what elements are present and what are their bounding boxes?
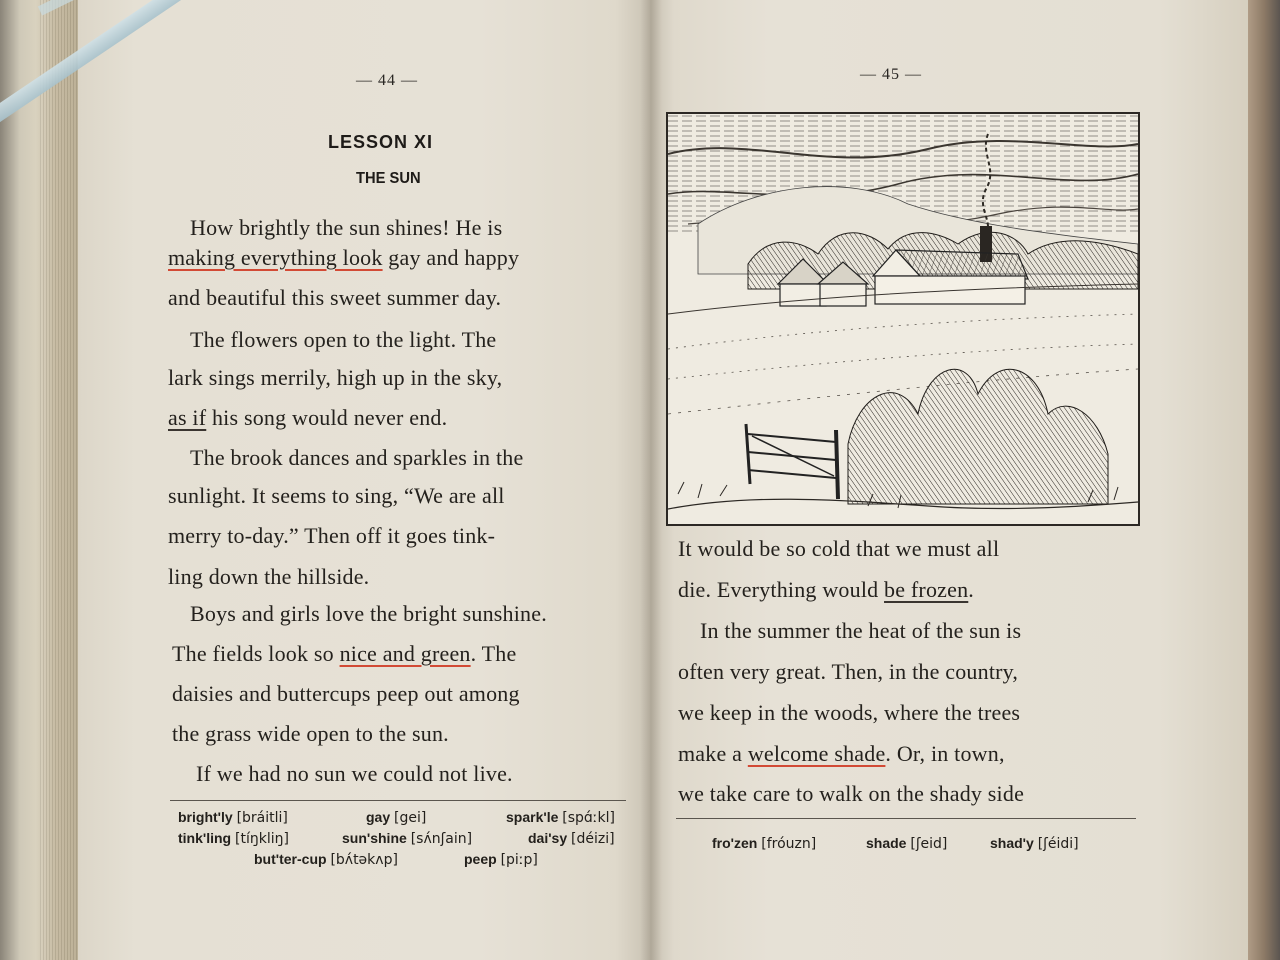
glossary-entry: peep [piːp]	[464, 851, 538, 868]
lesson-subtitle: THE SUN	[356, 170, 421, 187]
glossary-entry: sun'shine [sʌ́nʃain]	[342, 830, 473, 847]
text-line	[678, 576, 974, 604]
text-line	[678, 740, 1005, 768]
text-segment: die. Everything would	[678, 577, 885, 602]
text-segment: . Or, in town,	[885, 741, 1005, 766]
underlined-phrase: welcome shade	[747, 741, 886, 766]
text-segment: . The	[470, 641, 517, 666]
text-line	[190, 214, 502, 242]
text-segment: the grass wide open to the sun.	[172, 721, 449, 746]
text-segment: make a	[678, 741, 748, 766]
text-segment: gay and happy	[382, 245, 520, 270]
text-line	[678, 780, 1024, 808]
text-segment: The fields look so	[172, 641, 340, 666]
text-line	[168, 364, 502, 392]
text-line	[168, 244, 519, 272]
underlined-phrase: be frozen	[884, 577, 969, 602]
text-line	[190, 326, 496, 354]
book-gutter	[640, 0, 662, 960]
text-segment: we keep in the woods, where the trees	[678, 700, 1021, 725]
text-line	[678, 658, 1018, 686]
text-segment: his song would never end.	[206, 405, 448, 430]
glossary-entry: tink'ling [tíŋkliŋ]	[178, 830, 289, 847]
text-line	[190, 444, 523, 472]
text-segment: sunlight. It seems to sing, “We are all	[168, 483, 505, 508]
glossary-entry: dai'sy [déizi]	[528, 830, 615, 847]
text-segment: lark sings merrily, high up in the sky,	[168, 365, 503, 390]
footnote-rule-right	[676, 818, 1136, 819]
text-segment: It would be so cold that we must all	[678, 536, 1000, 561]
page-number-left: — 44 —	[356, 72, 418, 89]
landscape-illustration	[666, 112, 1140, 526]
text-line	[172, 680, 520, 708]
page-number-right: — 45 —	[860, 66, 922, 83]
text-segment: In the summer the heat of the sun is	[700, 618, 1022, 643]
text-segment: and beautiful this sweet summer day.	[168, 285, 502, 310]
glossary-entry: bright'ly [bráitli]	[178, 809, 288, 826]
glossary-entry: spark'le [spɑ́ːkl]	[506, 809, 615, 826]
text-line	[190, 600, 547, 628]
text-line	[168, 284, 501, 312]
text-line	[168, 563, 369, 591]
glossary-entry: but'ter-cup [bʌ́təkʌp]	[254, 851, 398, 868]
text-line	[700, 617, 1021, 645]
text-segment: .	[968, 577, 974, 602]
text-line	[678, 699, 1020, 727]
text-segment: daisies and buttercups peep out among	[172, 681, 520, 706]
text-segment: often very great. Then, in the country,	[678, 659, 1019, 684]
underlined-phrase: nice and green	[339, 641, 471, 666]
glossary-entry: shade [ʃeid]	[866, 835, 948, 852]
text-segment: merry to-day.” Then off it goes tink-	[168, 523, 496, 548]
text-segment: we take care to walk on the shady side	[678, 781, 1025, 806]
text-line	[168, 522, 495, 550]
glossary-entry: shad'y [ʃéidi]	[990, 835, 1079, 852]
text-segment: If we had no sun we could not live.	[196, 761, 513, 786]
text-segment: The flowers open to the light. The	[190, 327, 497, 352]
text-line	[196, 760, 513, 788]
farmhouse-landscape-drawing	[668, 114, 1138, 524]
glossary-entry: fro'zen [fróuzn]	[712, 835, 817, 852]
text-line	[678, 535, 999, 563]
footnote-rule-left	[170, 800, 626, 801]
glossary-entry: gay [gei]	[366, 809, 427, 826]
text-line	[172, 720, 449, 748]
text-segment: Boys and girls love the bright sunshine.	[190, 601, 547, 626]
underlined-phrase: making everything look	[168, 245, 383, 270]
text-segment: ling down the hillside.	[168, 564, 370, 589]
text-line	[168, 404, 447, 432]
right-page-edge	[1248, 0, 1280, 960]
underlined-phrase: as if	[168, 405, 207, 430]
lesson-title: LESSON XI	[328, 132, 434, 152]
text-line	[172, 640, 516, 668]
text-line	[168, 482, 505, 510]
text-segment: How brightly the sun shines! He is	[190, 215, 503, 240]
text-segment: The brook dances and sparkles in the	[190, 445, 524, 470]
book-spine-pages-edge	[0, 0, 80, 960]
